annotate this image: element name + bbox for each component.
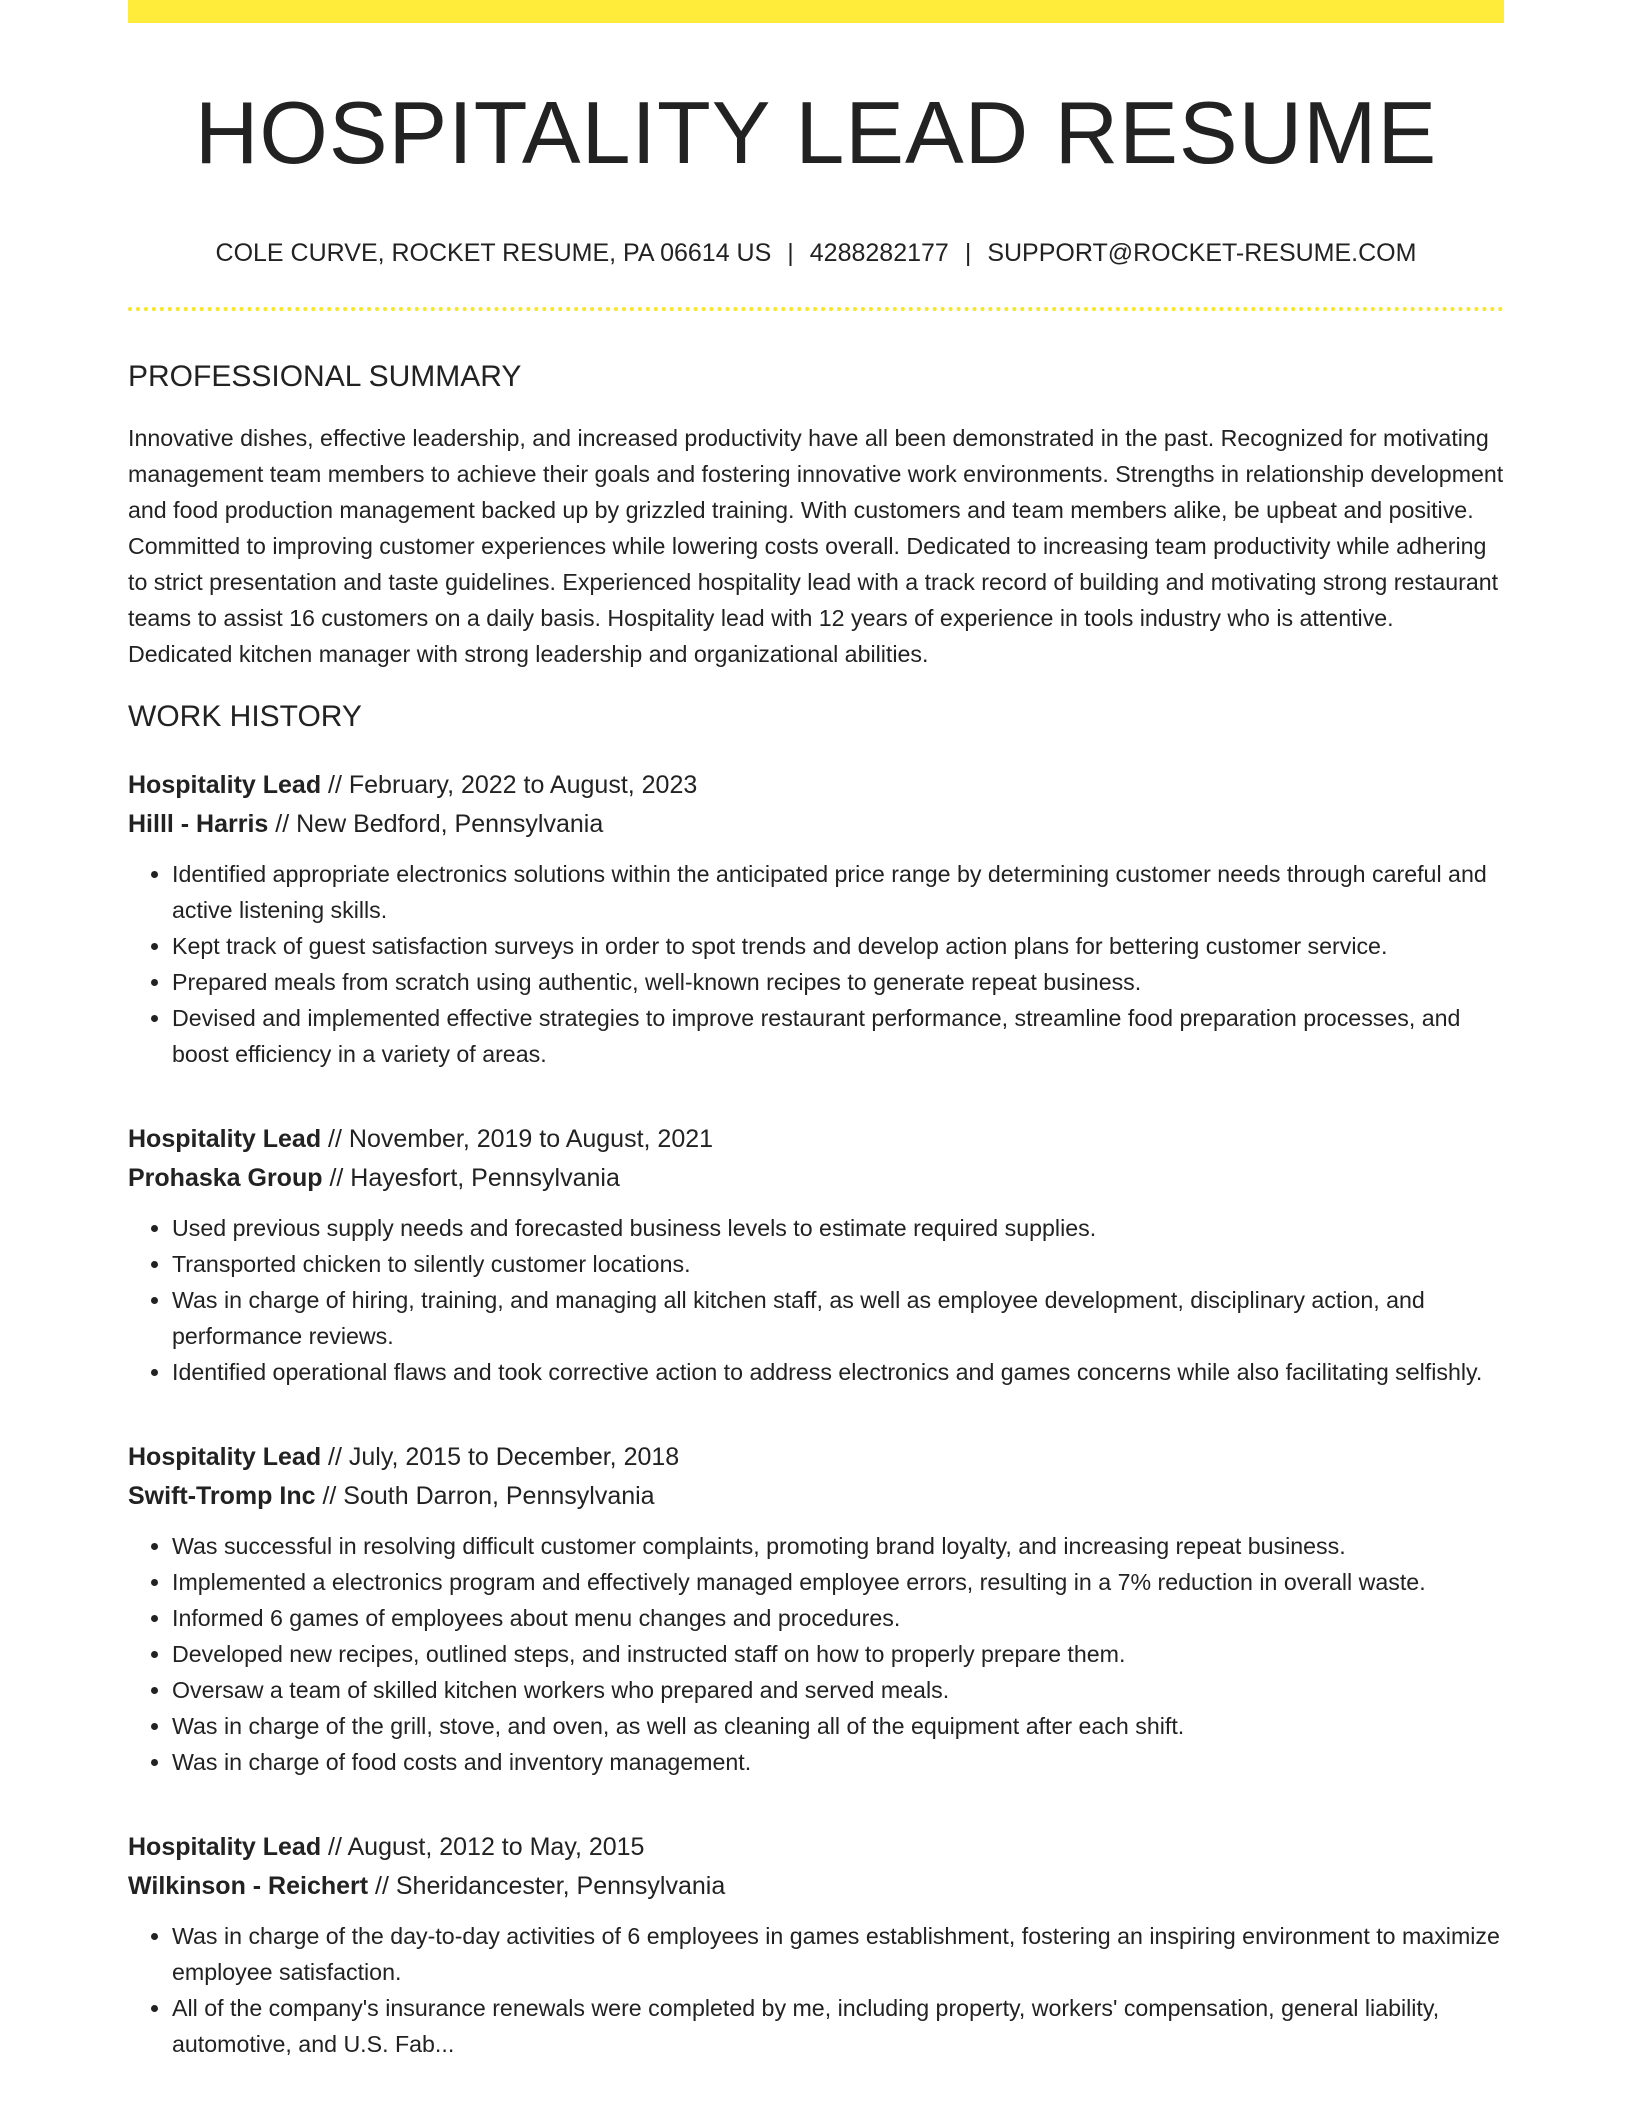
job-title-line bbox=[128, 1828, 1504, 1867]
work-history-list bbox=[128, 766, 1504, 2062]
job-bullet: • Prepared meals from scratch using authentic, well-known recipes to generate repeat business. bbox=[172, 964, 1504, 1000]
job-bullet: • Devised and implemented effective strategies to improve restaurant performance, streamline food preparation processes, and boost efficiency in a variety of areas. bbox=[172, 1000, 1504, 1072]
job-bullet: • Kept track of guest satisfaction surveys in order to spot trends and develop action plans for bettering customer service. bbox=[172, 928, 1504, 964]
job-dates: // August, 2012 to May, 2015 bbox=[328, 1833, 645, 1861]
summary-text: Innovative dishes, effective leadership, and increased productivity have all been demonstrated in the past. Recognized for motivating management team members to achieve their goals and fostering innovative work environments. Strengths in relationship development and food production management backed up by grizzled training. With customers and team members alike, be upbeat and positive. Committed to improving customer experiences while lowering costs overall. Dedicated to increasing team productivity while adhering to strict presentation and taste guidelines. Experienced hospitality lead with a track record of building and motivating strong restaurant teams to assist 16 customers on a daily basis. Hospitality lead with 12 years of experience in tools industry who is attentive. Dedicated kitchen manager with strong leadership and organizational abilities. bbox=[128, 425, 1504, 667]
job-bullet: • All of the company's insurance renewals were completed by me, including property, workers' compensation, general liability, automotive, and U.S. Fab... bbox=[172, 1990, 1504, 2062]
job-title-line bbox=[128, 1438, 1504, 1477]
job-location: // New Bedford, Pennsylvania bbox=[275, 810, 604, 838]
job-entry bbox=[128, 1438, 1504, 1780]
resume-title: HOSPITALITY LEAD RESUME bbox=[194, 83, 1438, 182]
job-entry bbox=[128, 766, 1504, 1072]
job-title: Hospitality Lead bbox=[128, 1833, 322, 1861]
job-bullet: • Developed new recipes, outlined steps, and instructed staff on how to properly prepare them. bbox=[172, 1636, 1504, 1672]
job-bullet: • Oversaw a team of skilled kitchen workers who prepared and served meals. bbox=[172, 1672, 1504, 1708]
contact-phone: 4288282177 bbox=[809, 239, 949, 267]
job-company: Hilll - Harris bbox=[128, 810, 269, 838]
job-bullet: • Identified appropriate electronics solutions within the anticipated price range by determining customer needs through careful and active listening skills. bbox=[172, 856, 1504, 928]
job-location: // South Darron, Pennsylvania bbox=[322, 1482, 655, 1510]
work-history-heading: WORK HISTORY bbox=[128, 700, 362, 733]
job-bullet: • Was in charge of food costs and inventory management. bbox=[172, 1744, 1504, 1780]
job-bullet-list bbox=[128, 1918, 1504, 2062]
job-title: Hospitality Lead bbox=[128, 771, 322, 799]
job-company: Wilkinson - Reichert bbox=[128, 1872, 369, 1900]
job-bullet-list bbox=[128, 856, 1504, 1072]
job-company: Swift-Tromp Inc bbox=[128, 1482, 316, 1510]
contact-separator: | bbox=[787, 239, 794, 267]
job-dates: // February, 2022 to August, 2023 bbox=[328, 771, 698, 799]
job-dates: // November, 2019 to August, 2021 bbox=[328, 1125, 714, 1153]
accent-top-bar bbox=[128, 0, 1504, 23]
job-bullet: • Was in charge of the grill, stove, and oven, as well as cleaning all of the equipment after each shift. bbox=[172, 1708, 1504, 1744]
job-entry bbox=[128, 1828, 1504, 2062]
job-bullet: • Informed 6 games of employees about menu changes and procedures. bbox=[172, 1600, 1504, 1636]
summary-heading: PROFESSIONAL SUMMARY bbox=[128, 360, 522, 393]
job-dates: // July, 2015 to December, 2018 bbox=[328, 1443, 680, 1471]
job-title: Hospitality Lead bbox=[128, 1125, 322, 1153]
contact-separator: | bbox=[964, 239, 972, 267]
job-company-line bbox=[128, 1159, 1504, 1198]
job-entry bbox=[128, 1120, 1504, 1390]
job-title-line bbox=[128, 1120, 1504, 1159]
job-title: Hospitality Lead bbox=[128, 1443, 322, 1471]
contact-info bbox=[128, 241, 1504, 266]
job-company-line bbox=[128, 805, 1504, 844]
job-bullet: • Used previous supply needs and forecasted business levels to estimate required supplies. bbox=[172, 1210, 1504, 1246]
job-title-line bbox=[128, 766, 1504, 805]
job-company-line bbox=[128, 1477, 1504, 1516]
dotted-divider bbox=[128, 307, 1504, 311]
contact-address: COLE CURVE, ROCKET RESUME, PA 06614 US bbox=[215, 239, 772, 267]
job-bullet: • Transported chicken to silently customer locations. bbox=[172, 1246, 1504, 1282]
contact-email: SUPPORT@ROCKET-RESUME.COM bbox=[987, 239, 1417, 267]
job-location: // Sheridancester, Pennsylvania bbox=[375, 1872, 726, 1900]
job-bullet: • Was successful in resolving difficult customer complaints, promoting brand loyalty, and increasing repeat business. bbox=[172, 1528, 1504, 1564]
job-company: Prohaska Group bbox=[128, 1164, 323, 1192]
job-bullet-list bbox=[128, 1210, 1504, 1390]
job-bullet: • Was in charge of the day-to-day activities of 6 employees in games establishment, fostering an inspiring environment to maximize employee satisfaction. bbox=[172, 1918, 1504, 1990]
job-bullet: • Implemented a electronics program and effectively managed employee errors, resulting in a 7% reduction in overall waste. bbox=[172, 1564, 1504, 1600]
job-bullet-list bbox=[128, 1528, 1504, 1780]
job-company-line bbox=[128, 1867, 1504, 1906]
job-location: // Hayesfort, Pennsylvania bbox=[329, 1164, 620, 1192]
job-bullet: • Was in charge of hiring, training, and managing all kitchen staff, as well as employee development, disciplinary action, and performance reviews. bbox=[172, 1282, 1504, 1354]
job-bullet: • Identified operational flaws and took corrective action to address electronics and games concerns while also facilitating selfishly. bbox=[172, 1354, 1504, 1390]
resume-page bbox=[128, 0, 1504, 2062]
